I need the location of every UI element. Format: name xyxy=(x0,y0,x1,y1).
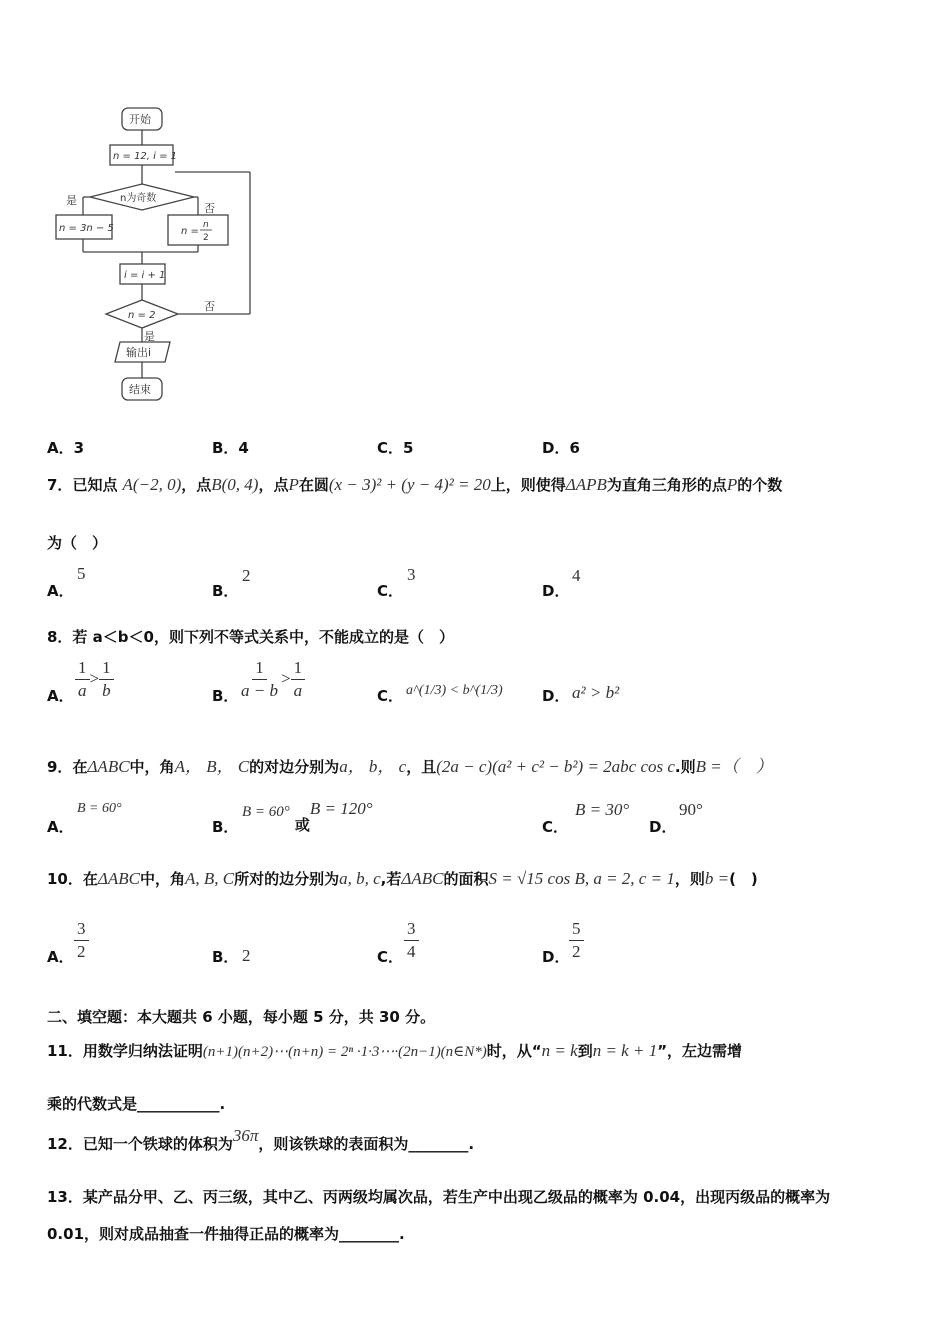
q9-t4: ，且 xyxy=(406,758,437,776)
q7-tri: ΔAPB xyxy=(565,475,607,494)
q7-t4: 在圆 xyxy=(298,476,329,494)
flow-output-text: 输出i xyxy=(126,346,152,359)
q7-t6: 为直角三角形的点 xyxy=(606,476,727,494)
q9-label-d: D． xyxy=(649,818,677,836)
flow-right-num-text: n xyxy=(203,220,209,230)
q7-point-a: A(−2, 0) xyxy=(122,475,182,494)
q10-option-c xyxy=(404,918,419,963)
q10-t4: ,若 xyxy=(380,870,402,888)
q7-circle: (x − 3)² + (y − 4)² = 20 xyxy=(328,475,491,494)
q9-t5: .则 xyxy=(674,758,696,776)
q10-c-num: 3 xyxy=(404,918,419,941)
q7-t8: 为（ ） xyxy=(47,534,108,552)
q10-t3: 所对的边分别为 xyxy=(234,870,340,888)
q8-option-b xyxy=(238,657,305,702)
q8-a-den1: a xyxy=(78,681,87,700)
q6-option-a: A．3 xyxy=(47,439,85,457)
q7-p2: P xyxy=(726,475,738,494)
q12-vol: 36π xyxy=(232,1126,259,1145)
flow-yes2-text: 是 xyxy=(144,330,155,343)
q8-stem: 8．若 a＜b＜0，则下列不等式关系中，不能成立的是（ ） xyxy=(47,628,454,646)
q7-t1: 已知点 xyxy=(72,476,118,494)
q10-d-den: 2 xyxy=(572,942,581,961)
flow-start-text: 开始 xyxy=(129,113,151,126)
q8-label-a: A． xyxy=(47,687,74,705)
q10-paren: ( ) xyxy=(729,870,758,888)
q8-label-b: B． xyxy=(212,687,239,705)
flow-decision2-text: n = 2 xyxy=(128,310,156,321)
q9-t2: 中，角 xyxy=(129,758,175,776)
q8-b-den2: a xyxy=(293,681,303,700)
q9-angles: A， B， C xyxy=(174,757,250,776)
q11-t1: 用数学归纳法证明 xyxy=(82,1042,203,1060)
q10-label-b: B． xyxy=(212,948,239,966)
q8-b-num1: 1 xyxy=(252,657,267,680)
flow-right-lhs-text: n = xyxy=(181,226,199,237)
flow-end-text: 结束 xyxy=(129,383,151,396)
q10-area: S = √15 cos B, a = 2, c = 1 xyxy=(488,869,675,888)
q7-point-b: B(0, 4) xyxy=(211,475,259,494)
q9-label-b: B． xyxy=(212,818,239,836)
q10-t1: 在 xyxy=(82,870,98,888)
q9-option-c: B = 30° xyxy=(575,800,630,819)
q9-option-d: 90° xyxy=(679,800,703,819)
q8-a-num1: 1 xyxy=(75,657,90,680)
q7-number: 7． xyxy=(47,476,73,494)
q10-tri: ΔABC xyxy=(97,869,140,888)
q9-option-b xyxy=(242,799,373,834)
q10-t5: 的面积 xyxy=(443,870,489,888)
q8-label-d: D． xyxy=(542,687,570,705)
q8-option-d: a² > b² xyxy=(572,683,620,702)
q10-option-d xyxy=(569,918,584,963)
q9-label-a: A． xyxy=(47,818,74,836)
q7-label-c: C． xyxy=(377,582,404,600)
q7-t5: 上，则使得 xyxy=(490,476,566,494)
q13-line2: 0.01，则对成品抽查一件抽得正品的概率为________. xyxy=(47,1225,405,1243)
q10-c-den: 4 xyxy=(407,942,416,961)
q9-sides: a， b， c xyxy=(339,757,407,776)
flow-no2-text: 否 xyxy=(204,300,215,313)
q11-from: n = k xyxy=(541,1041,578,1060)
q10-ask: b = xyxy=(704,869,730,888)
q6-option-c: C．5 xyxy=(377,439,414,457)
q11-t5: 乘的代数式是___________. xyxy=(47,1095,226,1113)
q10-angles: A, B, C xyxy=(185,869,235,888)
q8-b-den1: a − b xyxy=(241,681,278,700)
q7-value-a: 5 xyxy=(77,564,86,583)
q9-stem xyxy=(47,752,773,777)
q10-a-num: 3 xyxy=(74,918,89,941)
q9-t3: 的对边分别为 xyxy=(249,758,340,776)
flow-left-text: n = 3n − 5 xyxy=(59,223,114,234)
q8-option-c: a^(1/3) < b^(1/3) xyxy=(406,683,503,698)
q10-sides: a, b, c xyxy=(339,869,381,888)
q8-b-num2: 1 xyxy=(291,657,306,680)
q7-label-b: B． xyxy=(212,582,239,600)
q11-stem xyxy=(47,1040,742,1061)
q9-b-or: 或 xyxy=(294,816,310,834)
q9-number: 9． xyxy=(47,758,73,776)
q12-t2: ，则该铁球的表面积为________. xyxy=(258,1135,475,1153)
q8-a-num2: 1 xyxy=(99,657,114,680)
q9-tri: ΔABC xyxy=(87,757,130,776)
q6-option-b: B．4 xyxy=(212,439,249,457)
q10-option-b: 2 xyxy=(242,946,251,965)
flow-decision1-text: n为奇数 xyxy=(120,193,157,204)
q7-p: P xyxy=(288,475,299,494)
q7-t7: 的个数 xyxy=(737,476,783,494)
q7-value-b: 2 xyxy=(242,566,251,585)
q11-number: 11． xyxy=(47,1042,83,1060)
q11-t3: 到 xyxy=(577,1042,593,1060)
q9-ask: B =（ ） xyxy=(695,757,773,776)
q10-stem xyxy=(47,868,758,889)
section-2-heading: 二、填空题：本大题共 6 小题，每小题 5 分，共 30 分。 xyxy=(47,1008,436,1026)
q10-label-a: A． xyxy=(47,948,74,966)
q11-t2: 时，从“ xyxy=(486,1042,542,1060)
q12-number: 12． xyxy=(47,1135,83,1153)
q10-t2: 中，角 xyxy=(139,870,185,888)
flow-init-text: n = 12, i = 1 xyxy=(113,151,178,162)
q10-label-c: C． xyxy=(377,948,404,966)
q8-a-op: > xyxy=(89,669,100,688)
q12-t1: 已知一个铁球的体积为 xyxy=(82,1135,233,1153)
q6-option-d: D．6 xyxy=(542,439,580,457)
q10-a-den: 2 xyxy=(77,942,86,961)
flow-increment-text: i = i + 1 xyxy=(124,270,166,281)
q7-label-a: A． xyxy=(47,582,74,600)
q8-label-c: C． xyxy=(377,687,404,705)
q9-t1: 在 xyxy=(72,758,88,776)
q7-value-d: 4 xyxy=(572,566,581,585)
q10-t6: ，则 xyxy=(674,870,705,888)
q10-option-a xyxy=(74,918,89,963)
q10-tri2: ΔABC xyxy=(401,869,444,888)
q13-line1: 13．某产品分甲、乙、丙三级，其中乙、丙两级均属次品，若生产中出现乙级品的概率为 0.04，出现丙级品的概率为 xyxy=(47,1188,831,1206)
q10-label-d: D． xyxy=(542,948,570,966)
q11-to: n = k + 1 xyxy=(592,1041,658,1060)
flowchart xyxy=(40,100,270,410)
q7-stem xyxy=(47,474,782,495)
q9-b2: B = 120° xyxy=(309,799,373,818)
q9-label-c: C． xyxy=(542,818,569,836)
q8-a-den2: b xyxy=(102,681,111,700)
q7-label-d: D． xyxy=(542,582,570,600)
q7-t2: ，点 xyxy=(181,476,212,494)
flow-right-den-text: 2 xyxy=(203,233,209,243)
q12-stem xyxy=(47,1126,475,1154)
q10-d-num: 5 xyxy=(569,918,584,941)
q7-value-c: 3 xyxy=(407,565,416,584)
q10-number: 10． xyxy=(47,870,83,888)
q8-option-a xyxy=(75,657,114,702)
q11-expr: (n+1)(n+2)⋯(n+n) = 2ⁿ ·1·3⋯·(2n−1)(n∈N*) xyxy=(202,1044,487,1060)
flow-yes1-text: 是 xyxy=(66,194,77,207)
q9-option-a: B = 60° xyxy=(77,801,122,816)
q11-t4: ”，左边需增 xyxy=(657,1042,743,1060)
q7-t3: ，点 xyxy=(258,476,289,494)
flow-no1-text: 否 xyxy=(204,202,215,215)
q8-b-op: > xyxy=(280,669,291,688)
q9-eq: (2a − c)(a² + c² − b²) = 2abc cos c xyxy=(436,757,675,776)
q9-b1: B = 60° xyxy=(242,804,290,820)
